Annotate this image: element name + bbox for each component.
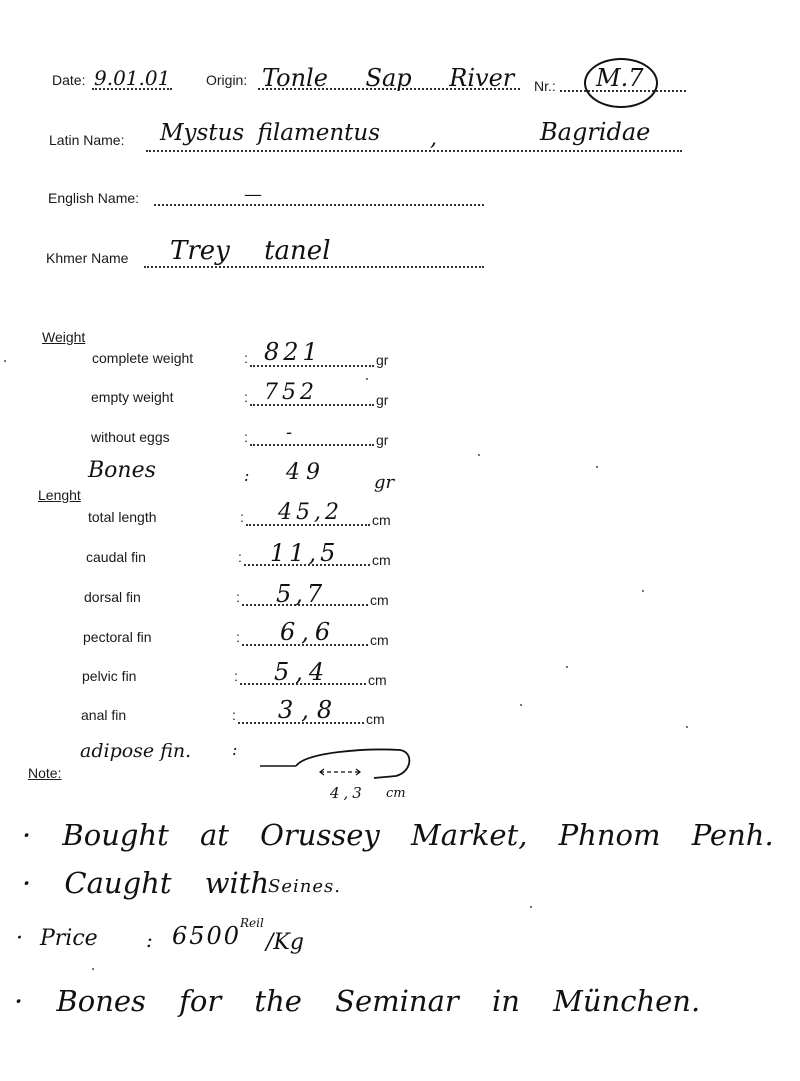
scan-speck bbox=[642, 590, 644, 592]
english-dots bbox=[154, 204, 484, 206]
weight-row-unit: gr bbox=[376, 432, 389, 448]
length-row-colon: : bbox=[236, 589, 240, 605]
length-row-colon: : bbox=[240, 509, 244, 525]
weight-row-unit: gr bbox=[376, 392, 389, 408]
bones-label: Bones bbox=[88, 458, 156, 483]
length-row-unit: cm bbox=[368, 672, 387, 688]
note-price-colon: : bbox=[146, 928, 153, 952]
date-value: 9.01.01 bbox=[94, 66, 171, 90]
origin-value: Tonle Sap River bbox=[262, 64, 515, 92]
length-row-unit: cm bbox=[366, 711, 385, 727]
length-row-label: pelvic fin bbox=[82, 668, 137, 684]
origin-label: Origin: bbox=[206, 72, 248, 88]
weight-row-value: 821 bbox=[264, 338, 322, 366]
bones-value: 49 bbox=[286, 460, 326, 485]
scan-speck bbox=[596, 466, 598, 468]
length-heading: Lenght bbox=[38, 487, 81, 503]
scan-speck bbox=[530, 906, 532, 908]
length-row-colon: : bbox=[236, 629, 240, 645]
length-row-unit: cm bbox=[372, 512, 391, 528]
latin-dots bbox=[146, 150, 682, 152]
length-row-label: dorsal fin bbox=[84, 589, 141, 605]
weight-row-label: empty weight bbox=[91, 389, 174, 405]
note-line-price: · Price bbox=[16, 926, 98, 951]
note-price-value: 6500 bbox=[172, 922, 242, 950]
date-label: Date: bbox=[52, 72, 86, 88]
note-heading: Note: bbox=[28, 765, 62, 781]
scan-speck bbox=[566, 666, 568, 668]
bones-unit: gr bbox=[374, 472, 395, 493]
note-line-caught: · Caught with bbox=[22, 866, 270, 900]
weight-row-colon: : bbox=[244, 350, 248, 366]
weight-row-dots bbox=[250, 444, 374, 446]
length-row-label: total length bbox=[88, 509, 157, 525]
khmer-dots bbox=[144, 266, 484, 268]
length-row-label: anal fin bbox=[81, 707, 127, 723]
weight-row-value: 752 bbox=[264, 380, 318, 405]
weight-row-label: without eggs bbox=[91, 429, 170, 445]
nr-value: M.7 bbox=[596, 64, 644, 92]
length-row-unit: cm bbox=[370, 632, 389, 648]
weight-row-colon: : bbox=[244, 429, 248, 445]
length-row-colon: : bbox=[238, 549, 242, 565]
length-row-value: 6,6 bbox=[280, 618, 337, 646]
weight-row-label: complete weight bbox=[92, 350, 194, 366]
length-row-value: 3,8 bbox=[278, 696, 341, 724]
adipose-value: 4,3 bbox=[330, 784, 366, 802]
length-row-value: 5,4 bbox=[274, 658, 331, 686]
length-row-unit: cm bbox=[372, 552, 391, 568]
scan-speck bbox=[520, 704, 522, 706]
note-line-bought: · Bought at Orussey Market, Phnom Penh. bbox=[22, 818, 774, 852]
khmer-value: Trey tanel bbox=[170, 236, 331, 266]
scan-speck bbox=[478, 454, 480, 456]
length-row-value: 45,2 bbox=[278, 500, 343, 525]
family-value: Bagridae bbox=[540, 118, 651, 146]
latin-label: Latin Name: bbox=[49, 132, 125, 148]
nr-label: Nr.: bbox=[534, 78, 556, 94]
latin-value: Mystus filamentus bbox=[160, 120, 381, 146]
length-row-value: 11,5 bbox=[270, 539, 340, 567]
scan-speck bbox=[4, 360, 6, 362]
weight-row-value: - bbox=[286, 422, 293, 443]
weight-row-colon: : bbox=[244, 389, 248, 405]
adipose-label: adipose fin. bbox=[80, 740, 192, 762]
weight-row-unit: gr bbox=[376, 352, 389, 368]
length-row-label: caudal fin bbox=[86, 549, 146, 565]
adipose-colon: : bbox=[232, 740, 238, 759]
adipose-unit: cm bbox=[386, 786, 406, 801]
scan-speck bbox=[686, 726, 688, 728]
length-row-colon: : bbox=[234, 668, 238, 684]
note-price-unit-sub: /Kg bbox=[266, 930, 304, 955]
note-line-bones: · Bones for the Seminar in München. bbox=[14, 984, 701, 1018]
latin-separator: , bbox=[430, 126, 437, 151]
weight-heading: Weight bbox=[42, 329, 86, 345]
note-line-caught-method: Seines. bbox=[268, 876, 341, 897]
length-row-value: 5,7 bbox=[276, 580, 327, 608]
english-label: English Name: bbox=[48, 190, 140, 206]
note-price-unit-sup: Reil bbox=[240, 916, 264, 930]
length-row-label: pectoral fin bbox=[83, 629, 152, 645]
length-row-unit: cm bbox=[370, 592, 389, 608]
scan-speck bbox=[366, 378, 368, 380]
english-value: — bbox=[244, 184, 262, 205]
length-row-colon: : bbox=[232, 707, 236, 723]
bones-colon: : bbox=[244, 466, 250, 485]
scan-speck bbox=[92, 968, 94, 970]
khmer-label: Khmer Name bbox=[46, 250, 129, 266]
